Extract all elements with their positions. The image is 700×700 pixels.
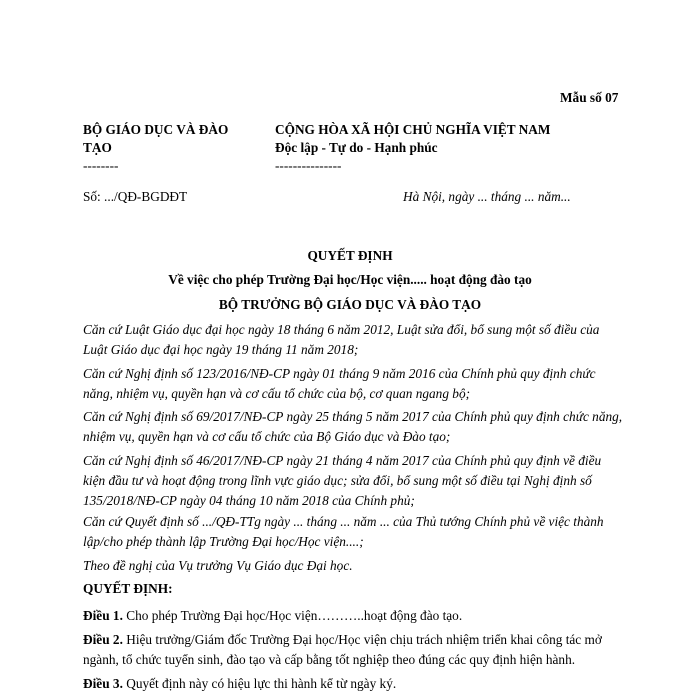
preamble-item: Theo đề nghị của Vụ trưởng Vụ Giáo dục Đại học. — [83, 558, 353, 573]
article-text: Quyết định này có hiệu lực thi hành kể từ ngày ký. — [122, 676, 397, 691]
article-3 — [83, 674, 623, 694]
motto-divider: --------------- — [275, 158, 342, 173]
agency-name-line1: BỘ GIÁO DỤC VÀ ĐÀO — [83, 122, 229, 137]
preamble-item: Căn cứ Quyết định số .../QĐ-TTg ngày ... tháng ... năm ... của Thủ tướng Chính phủ về việc thành lập/cho phép thành lập Trường Đại học/Học viện....; — [83, 514, 604, 549]
agency-name-line2: TẠO — [83, 140, 112, 155]
form-number: Mẫu số 07 — [560, 90, 619, 105]
article-label: Điều 3. — [83, 676, 123, 691]
article-label: Điều 2. — [83, 632, 123, 647]
national-title: CỘNG HÒA XÃ HỘI CHỦ NGHĨA VIỆT NAM — [275, 122, 551, 137]
article-label: Điều 1. — [83, 608, 123, 623]
decision-section-heading: QUYẾT ĐỊNH: — [83, 581, 173, 596]
preamble-item: Căn cứ Nghị định số 123/2016/NĐ-CP ngày 01 tháng 9 năm 2016 của Chính phủ quy định chức năng, nhiệm vụ, quyền hạn và cơ cấu tổ chức của bộ, cơ quan ngang bộ; — [83, 366, 596, 401]
decision-heading: QUYẾT ĐỊNH — [307, 248, 393, 263]
decision-subject: Về việc cho phép Trường Đại học/Học viện..... hoạt động đào tạo — [168, 272, 532, 287]
agency-divider: -------- — [83, 158, 119, 173]
document-number: Số: .../QĐ-BGDĐT — [83, 189, 188, 204]
place-and-date: Hà Nội, ngày ... tháng ... năm... — [403, 189, 571, 204]
preamble-item: Căn cứ Luật Giáo dục đại học ngày 18 tháng 6 năm 2012, Luật sửa đổi, bổ sung một số điều của Luật Giáo dục đại học ngày 19 tháng 11 năm 2018; — [83, 322, 600, 357]
article-1 — [83, 606, 623, 626]
national-motto: Độc lập - Tự do - Hạnh phúc — [275, 140, 438, 155]
article-text: Cho phép Trường Đại học/Học viện………..hoạt động đào tạo. — [122, 608, 463, 623]
preamble-item: Căn cứ Nghị định số 69/2017/NĐ-CP ngày 25 tháng 5 năm 2017 của Chính phủ quy định chức năng, nhiệm vụ, quyền hạn và cơ cấu tổ chức của Bộ Giáo dục và Đào tạo; — [83, 409, 623, 444]
preamble-item: Căn cứ Nghị định số 46/2017/NĐ-CP ngày 21 tháng 4 năm 2017 của Chính phủ quy định về điều kiện đầu tư và hoạt động trong lĩnh vực giáo dục; sửa đổi, bổ sung một số điều tại Nghị định số 135/2018/NĐ-CP ngày 04 tháng 10 năm 2018 của Chính phủ; — [83, 453, 602, 508]
issuing-authority: BỘ TRƯỞNG BỘ GIÁO DỤC VÀ ĐÀO TẠO — [218, 297, 482, 312]
article-2 — [83, 630, 623, 670]
article-text: Hiệu trưởng/Giám đốc Trường Đại học/Học viện chịu trách nhiệm triển khai công tác mở ngành, tổ chức tuyển sinh, đào tạo và cấp bằng tốt nghiệp theo đúng các quy định hiện hành. — [83, 632, 602, 667]
